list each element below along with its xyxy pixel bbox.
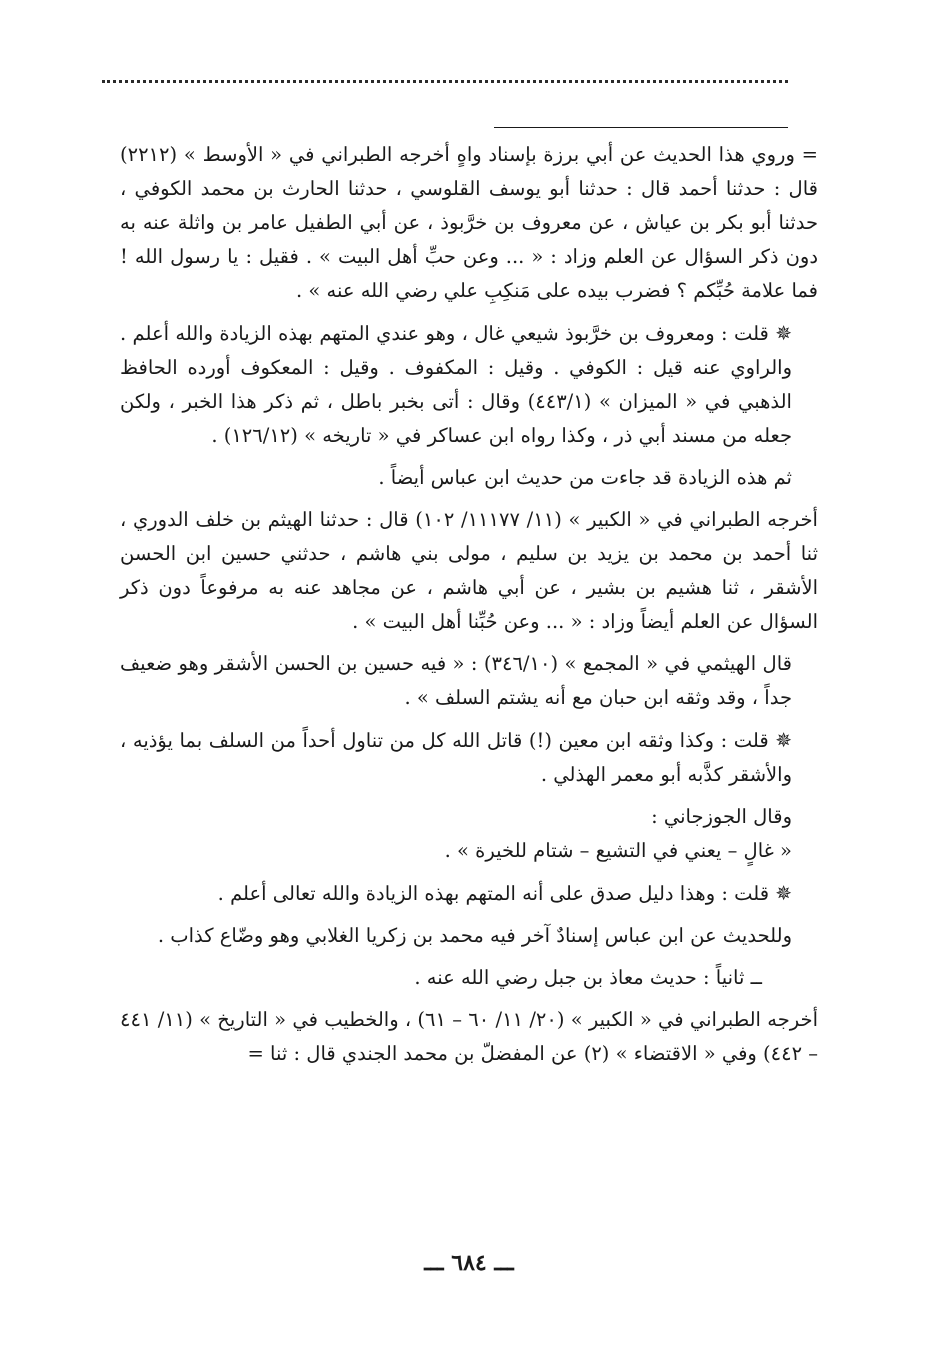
paragraph-text: = وروي هذا الحديث عن أبي برزة بإسناد واهٍ أخرجه الطبراني في « الأوسط » (٢٢١٢) قال : حدثنا أحمد قال : حدثنا أبو يوسف القلوسي ، حدثنا الحارث بن محمد الكوفي ، حدثنا أبو بكر بن عياش ، عن معروف بن خرَّبوذ ، عن أبي الطفيل عامر بن واثلة عنه به دون ذكر السؤال عن العلم وزاد : « ... وعن حبِّ أهل البيت » . فقيل : يا رسول الله ! فما علامة حُبِّكم ؟ فضرب بيده على مَنكِبِ علي رضي الله عنه » . xyxy=(120,143,818,302)
dotted-separator xyxy=(102,80,788,83)
star-icon: ✵ xyxy=(775,728,792,752)
paragraph-text: « غالٍ – يعني في التشيع – شتام للخيرة » . xyxy=(444,839,792,862)
paragraph xyxy=(120,316,818,453)
paragraph-text: أخرجه الطبراني في « الكبير » (٢٠/ ١١/ ٦٠ – ٦١) ، والخطيب في « التاريخ » (١١/ ٤٤١ – ٤٤٢) وفي « الاقتضاء » (٢) عن المفضلّ بن محمد الجندي قال : ثنا = xyxy=(120,1008,818,1065)
paragraph xyxy=(120,461,818,495)
quotation xyxy=(120,834,818,868)
paragraph-text: ــ ثانياً : حديث معاذ بن جبل رضي الله عنه . xyxy=(414,966,762,989)
paragraph xyxy=(120,919,818,953)
section-heading xyxy=(120,961,818,995)
page-number: ـــ ٦٨٤ ـــ xyxy=(424,1250,514,1276)
paragraph-text: وللحديث عن ابن عباس إسنادٌ آخر فيه محمد بن زكريا الغلابي وهو وضّاع كذاب . xyxy=(157,924,792,947)
paragraph-text: قلت : وهذا دليل صدق على أنه المتهم بهذه الزيادة والله تعالى أعلم . xyxy=(217,882,770,905)
paragraph xyxy=(120,876,818,911)
paragraph xyxy=(120,1003,818,1071)
paragraph xyxy=(120,800,818,834)
paragraph xyxy=(120,138,818,308)
paragraph-text: أخرجه الطبراني في « الكبير » (١١/ ١١١٧٧/ ١٠٢) قال : حدثنا الهيثم بن خلف الدوري ، ثنا أحمد بن محمد بن يزيد بن سليم ، مولى بني هاشم ، حدثني حسين ابن الحسن الأشقر ، ثنا هشيم بن بشير ، عن أبي هاشم ، عن مجاهد عنه به مرفوعاً دون ذكر السؤال عن العلم أيضاً وزاد : « ... وعن حُبِّنا أهل البيت » . xyxy=(120,508,818,633)
paragraph-text: قلت : ومعروف بن خرَّبوذ شيعي غال ، وهو عندي المتهم بهذه الزيادة والله أعلم . والراوي عنه قيل : الكوفي . وقيل : المكفوف . وقيل : المعكوف أورده الحافظ الذهبي في « الميزان » (٤٤٣/١) وقال : أتى بخبر باطل ، ثم ذكر هذا الخبر ، ولكن جعله من مسند أبي ذر ، وكذا رواه ابن عساكر في « تاريخه » (١٢٦/١٢) . xyxy=(120,322,792,447)
paragraph-text: ثم هذه الزيادة قد جاءت من حديث ابن عباس أيضاً . xyxy=(378,466,792,489)
star-icon: ✵ xyxy=(775,881,792,905)
footnote-rule xyxy=(494,127,788,128)
paragraph-text: قال الهيثمي في « المجمع » (٣٤٦/١٠) : « فيه حسين بن الحسن الأشقر وهو ضعيف جداً ، وقد وثقه ابن حبان مع أنه يشتم السلف » . xyxy=(120,652,792,709)
paragraph xyxy=(120,723,818,792)
star-icon: ✵ xyxy=(775,321,792,345)
paragraph xyxy=(120,647,818,715)
paragraph xyxy=(120,503,818,639)
paragraph-text: قلت : وكذا وثقه ابن معين (!) قاتل الله كل من تناول أحداً من السلف بما يؤذيه ، والأشقر كذَّبه أبو معمر الهذلي . xyxy=(120,729,792,786)
paragraph-text: وقال الجوزجاني : xyxy=(651,805,792,828)
footnote-body xyxy=(120,138,818,1079)
